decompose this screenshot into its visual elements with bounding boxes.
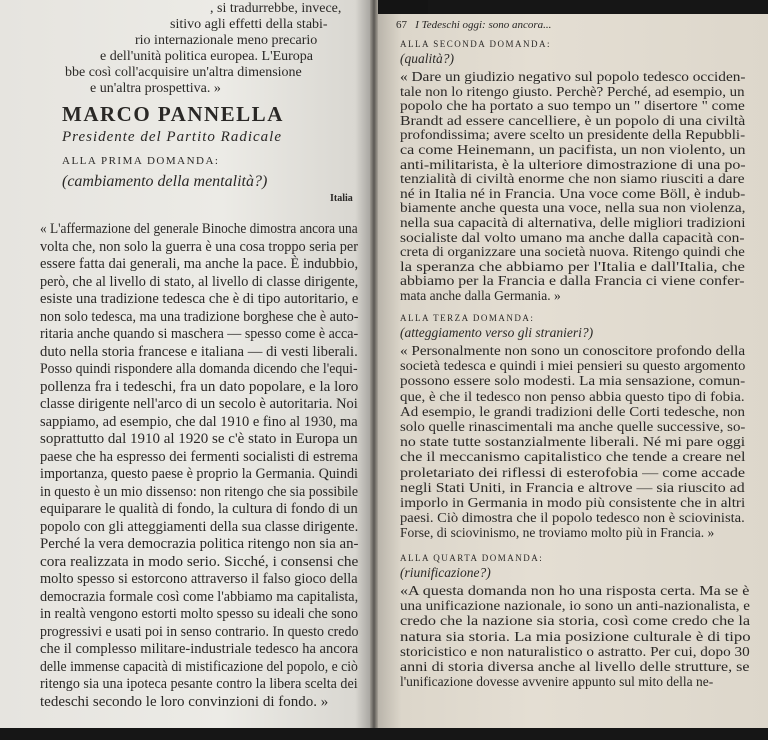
text-line: progressivi e usati poi in senso contrario. In questo credo [40, 623, 359, 640]
question-label: ALLA TERZA DOMANDA: [400, 313, 535, 323]
text-line: ritaria anche quando si maschera — spesso come è acca- [40, 326, 359, 342]
right-page [378, 14, 768, 728]
question-topic: (cambiamento della mentalità?) [62, 173, 268, 190]
running-header [396, 20, 551, 31]
text-line: importanza, questo paese è proprio la Germania. Quindi [40, 466, 358, 482]
text-line: Perché la vera democrazia politica ritengo non sia an- [40, 536, 359, 552]
text-line: non solo tedesca, ma una tradizione borghese che è auto- [40, 308, 359, 325]
text-line: società tedesca e quindi i miei pensieri su questo argomento [400, 358, 746, 374]
book-spine [370, 0, 378, 728]
text-line: anti-militarista, è la ulteriore dimostrazione di una po- [400, 156, 746, 172]
background-corner [378, 0, 428, 14]
text-line: que, è che il tedesco non penso abbia questo tipo di fobia. [400, 388, 745, 404]
text-line: democrazia formale così come l'abbiamo ma capitalista, [40, 588, 359, 605]
text-line: né in Italia né in Francia. Una voce come Böll, è indub- [400, 185, 746, 201]
text-line: solo quelle rinascimentali ma anche quelle successive, so- [400, 419, 746, 434]
text-line: cora realizzata in modo serio. Sicché, i consensi che [40, 553, 359, 570]
text-line: storicistico e non naturalistico o astratto. Per cui, dopo 30 [400, 643, 750, 659]
question-label: ALLA PRIMA DOMANDA: [62, 155, 220, 167]
text-line: socialiste dal volto umano ma anche dalla capacità con- [400, 229, 745, 245]
text-line: essere fatta dai generali, ma anche la pace. È indubbio, [40, 256, 359, 272]
text-line: delle immense capacità di mistificazione del popolo, e ciò [40, 658, 358, 675]
text-line: una unificazione nazionale, io sono un anti-nazionalista, e [400, 598, 750, 614]
text-line: biamente anche questa una voce, nella sua non violenza, [400, 200, 746, 216]
text-line: paesi. Ciò dimostra che il popolo tedesco non è sciovinista. [400, 510, 745, 526]
text-line: e dell'unità politica europea. L'Europa [100, 49, 314, 64]
text-line: sitivo agli effetti della stabi- [170, 17, 328, 32]
speaker-role: Presidente del Partito Radicale [62, 129, 282, 145]
text-line: ca come Heinemann, un pacifista, un non violento, un [400, 142, 746, 157]
left-page [0, 0, 370, 728]
running-head: I Tedeschi oggi: sono ancora... [415, 19, 552, 31]
margin-note: Italia [330, 193, 353, 204]
text-line: tale non lo ritengo giusto. Perchè? Perché, ad esempio, un [400, 83, 745, 99]
text-line: soprattutto dal 1910 al 1920 se c'è stato in Europa un [40, 431, 358, 447]
text-line: anni di storia diversa anche al livello delle strutture, se [400, 659, 750, 674]
text-line: negli Stati Uniti, in Francia e altrove — sia riuscito ad [400, 479, 745, 495]
text-line: la speranza che abbiamo per l'Italia e dall'Italia, che [400, 258, 745, 274]
text-line: abbiamo per la Francia e dalla Francia ci viene confer- [400, 273, 745, 289]
text-line: mata anche dalla Germania. » [400, 288, 561, 303]
text-line: però, che al livello di stato, al livello di classe dirigente, [40, 273, 359, 290]
text-line: molto spesso si estorcono attraverso il falso gioco della [40, 571, 358, 587]
question-label: ALLA SECONDA DOMANDA: [400, 39, 552, 49]
text-line: pollenza fra i tedeschi, fra un dato popolare, e la loro [40, 378, 359, 395]
text-line: rio internazionale meno precario [135, 33, 318, 48]
text-line: classe dirigente nell'arco di un secolo è autoritaria. Noi [40, 396, 358, 412]
text-line: esiste una tradizione tedesca che è di tipo autoritario, e [40, 291, 359, 307]
question-topic: (riunificazione?) [400, 565, 491, 580]
text-line: creta di organizzare una società nuova. Ritengo quindi che [400, 244, 745, 260]
text-line: popolo con gli atteggiamenti della sua classe dirigente. [40, 518, 359, 535]
text-line: equiparare le qualità di fondo, la cultura di fondo di un [40, 501, 358, 517]
text-line: Posso quindi rispondere alla domanda dicendo che l'equi- [40, 361, 358, 377]
text-line: duto nella storia francese e italiana — di vesti liberali. [40, 343, 358, 360]
text-line: imporlo in Germania in modo più consistente che in altri [400, 495, 746, 510]
text-line: paese che ha espresso dei fermenti socialisti di estrema [40, 448, 359, 465]
text-line: in questo è un mio dissenso: non ritengo che sia possibile [40, 483, 358, 500]
text-line: in realtà vengono estorti molto spesso su ideali che sono [40, 606, 358, 622]
text-line: Brandt ad essere cancelliere, è un popolo di una civiltà [400, 112, 746, 128]
text-line: profondissima; avere scelto un presidente della Repubbli- [400, 127, 746, 143]
text-line: Forse, di sciovinismo, ne troviamo molto più in Francia. » [400, 525, 715, 541]
question-topic: (qualità?) [400, 51, 454, 66]
text-line: nella sua capacità di alternativa, delle migliori tradizioni [400, 215, 746, 230]
text-line: «A questa domanda non ho una risposta certa. Ma se è [400, 583, 750, 598]
text-line: proletariato dei riflessi di esterofobia — come accade [400, 464, 746, 480]
text-line: possono essere solo modesti. La mia sensazione, comun- [400, 373, 746, 389]
text-line: sappiamo, ad esempio, che dal 1910 e fino al 1930, ma [40, 413, 358, 430]
text-line: tedeschi secondo le loro convinzioni di fondo. » [40, 693, 329, 710]
text-line: bbe così coll'acquisire un'altra dimensione [65, 65, 302, 80]
text-line: « Dare un giudizio negativo sul popolo tedesco occiden- [400, 69, 746, 84]
text-line: l'unificazione dovesse avvenire appunto sul mito della ne- [400, 674, 714, 690]
text-line: , si tradurrebbe, invece, [210, 1, 342, 16]
text-line: Ad esempio, le grandi tradizioni delle Corti tedesche, non [400, 403, 745, 419]
question-label: ALLA QUARTA DOMANDA: [400, 553, 544, 563]
text-line: no state tutte sostanzialmente liberali. Né mi pare oggi [400, 434, 746, 450]
text-line: ritengo sia una ipoteca pesante contro la libera scelta dei [40, 676, 358, 692]
text-line: natura sia storia. La mia posizione culturale è di tipo [400, 628, 751, 644]
question-topic: (atteggiamento verso gli stranieri?) [400, 325, 594, 340]
speaker-name: MARCO PANNELLA [62, 102, 284, 126]
text-line: e un'altra prospettiva. » [90, 81, 221, 96]
text-line: volta che, non solo la guerra è una cosa troppo seria per [40, 238, 359, 255]
text-line: credo che la nazione sia storia, così come credo che la [400, 613, 751, 629]
text-line: tenzialità di civiltà enorme che non siamo riusciti a dare [400, 171, 745, 187]
text-line: popolo che ha portato a suo tempo un " disertore " come [400, 98, 745, 114]
text-line: « L'affermazione del generale Binoche dimostra ancora una [40, 221, 358, 237]
text-line: che il complesso militare-industriale tedesco ha ancora [40, 641, 359, 657]
speaker-header [62, 104, 322, 200]
page-number: 67 [396, 19, 407, 31]
text-line: che il meccanismo capitalistico che tende a creare nel [400, 449, 746, 465]
text-line: « Personalmente non sono un conoscitore profondo della [400, 343, 746, 358]
